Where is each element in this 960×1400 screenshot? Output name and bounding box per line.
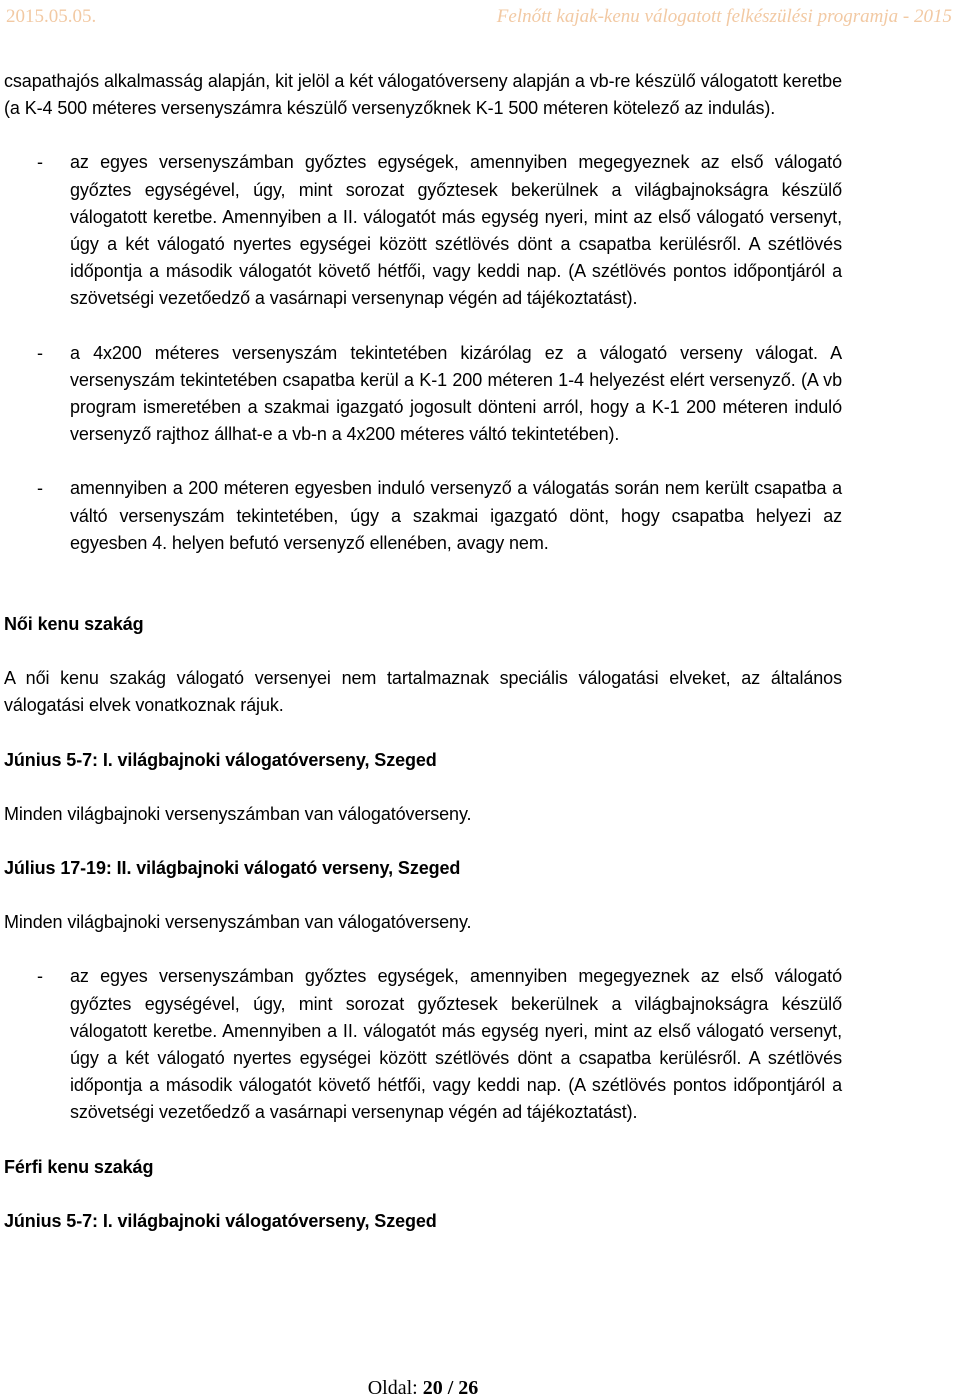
page-header bbox=[6, 6, 952, 30]
intro-paragraph: csapathajós alkalmasság alapján, kit jelöl a két válogatóverseny alapján a vb-re készülő válogatott keretbe (a K-4 500 méteres versenyszámra készülő versenyzőknek K-1 500 méteren kötelező az indulás). bbox=[4, 71, 842, 119]
bullet-item bbox=[4, 475, 842, 557]
bullet-text: a 4x200 méteres versenyszám tekintetében kizárólag ez a válogató verseny válogat. A versenyszám tekintetében csapatba kerül a K-1 200 méteren 1-4 helyezést elért versenyző. (A vb program ismeretében a szakmai igazgató jogosult dönteni arról, hogy a K-1 200 méteren induló versenyző rajthoz állhat-e a vb-n a 4x200 méteres váltó tekintetében). bbox=[70, 342, 842, 445]
section-heading-noi-kenu: Női kenu szakág bbox=[4, 614, 144, 635]
bullet-item bbox=[4, 340, 842, 449]
bullet-text: az egyes versenyszámban győztes egységek, amennyiben megegyeznek az első válogató győztes egységével, úgy, mint sorozat győztesek bekerülnek a világbajnokságra készülő válogatott keretbe. Amennyiben a II. válogatót más egység nyeri, mint az első válogató versenyt, úgy a két válogató nyertes egységei között szétlövés dönt a csapatba kerülésről. A szétlövés időpontja a második válogatót követő hétfői, vagy keddi nap. (A szétlövés pontos időpontjáról a szövetségi vezetőedző a vasárnapi versenynap végén ad tájékoztatást). bbox=[70, 966, 842, 1123]
current-page-number: 20 bbox=[422, 1377, 443, 1399]
event-heading: Június 5-7: I. világbajnoki válogatóverseny, Szeged bbox=[4, 749, 437, 770]
event-heading: Június 5-7: I. világbajnoki válogatóverseny, Szeged bbox=[4, 1210, 437, 1231]
section-heading-ferfi-kenu: Férfi kenu szakág bbox=[4, 1156, 154, 1177]
bullet-text: amennyiben a 200 méteren egyesben induló versenyző a válogatás során nem került csapatba a váltó versenyszám tekintetében, úgy a szakmai igazgató dönt, hogy csapatba helyezi az egyesben 4. helyen befutó versenyző ellenében, avagy nem. bbox=[70, 478, 842, 553]
bullet-item bbox=[4, 149, 842, 312]
noi-kenu-paragraph: A női kenu szakág válogató versenyei nem tartalmaznak speciális válogatási elveket, az általános válogatási elvek vonatkoznak rájuk. bbox=[4, 668, 842, 716]
page-footer bbox=[0, 1377, 846, 1400]
event-paragraph: Minden világbajnoki versenyszámban van válogatóverseny. bbox=[4, 912, 472, 933]
total-pages-number: 26 bbox=[458, 1377, 479, 1399]
bullet-marker: - bbox=[37, 152, 43, 173]
bullet-marker: - bbox=[37, 966, 43, 987]
document-body bbox=[4, 68, 842, 1235]
header-title: Felnőtt kajak-kenu válogatott felkészülési programja - 2015 bbox=[496, 6, 952, 27]
bullet-marker: - bbox=[37, 478, 43, 499]
bullet-item bbox=[4, 963, 842, 1126]
header-date: 2015.05.05. bbox=[6, 6, 97, 27]
event-heading: Július 17-19: II. világbajnoki válogató verseny, Szeged bbox=[4, 858, 461, 879]
bullet-text: az egyes versenyszámban győztes egységek, amennyiben megegyeznek az első válogató győztes egységével, úgy, mint sorozat győztesek bekerülnek a világbajnokságra készülő válogatott keretbe. Amennyiben a II. válogatót más egység nyeri, mint az első válogató versenyt, úgy a két válogató nyertes egységei között szétlövés dönt a csapatba kerülésről. A szétlövés időpontja a második válogatót követő hétfői, vagy keddi nap. (A szétlövés pontos időpontjáról a szövetségi vezetőedző a vasárnapi versenynap végén ad tájékoztatást). bbox=[70, 152, 842, 309]
bullet-marker: - bbox=[37, 342, 43, 363]
event-paragraph: Minden világbajnoki versenyszámban van válogatóverseny. bbox=[4, 803, 472, 824]
page-separator: / bbox=[447, 1377, 454, 1399]
page-label: Oldal: bbox=[367, 1377, 418, 1399]
